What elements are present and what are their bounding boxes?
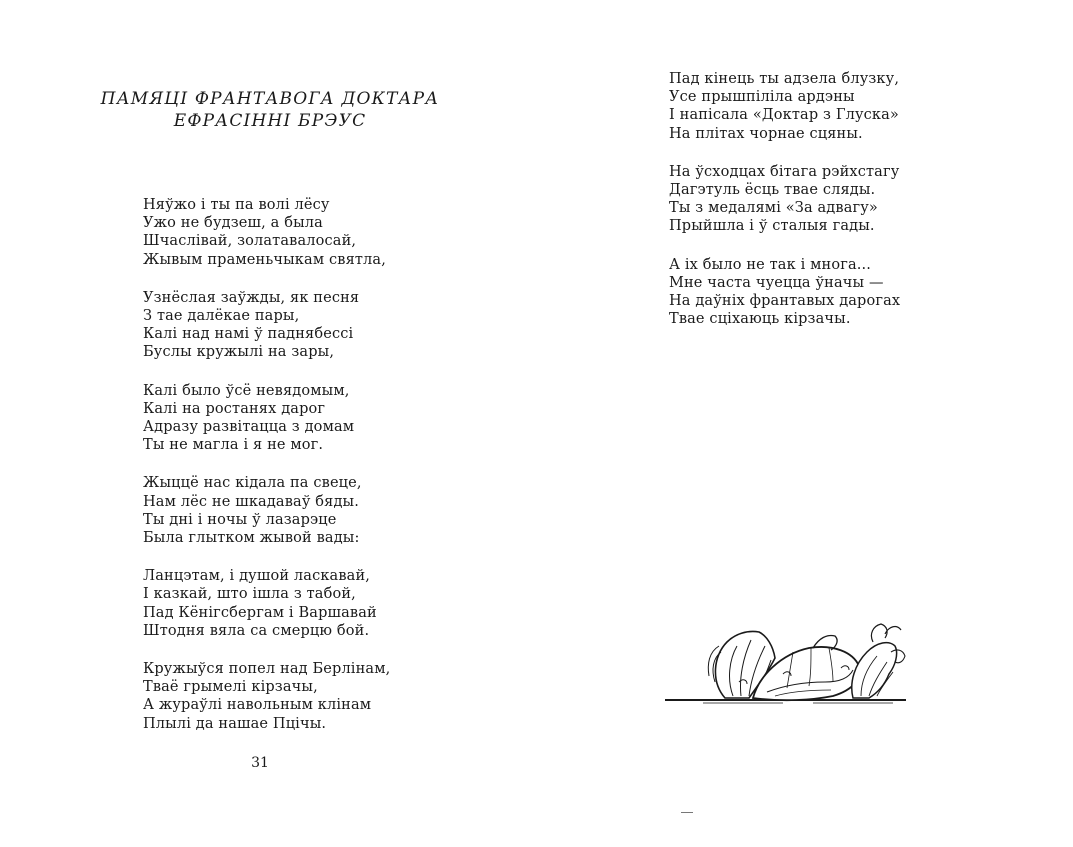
stanza	[143, 660, 390, 733]
poem-title-line-1: ПАМЯЦІ ФРАНТАВОГА ДОКТАРА	[100, 89, 440, 109]
stanza	[143, 474, 390, 547]
poem-line: Няўжо і ты па волі лёсу	[143, 197, 330, 213]
poem-line: Буслы кружылі на зары,	[143, 344, 335, 361]
poem-line: Штодня вяла са смерцю бой.	[143, 622, 370, 639]
poem-line: Нам лёс не шкадаваў бяды.	[143, 493, 359, 510]
poem-line: Дагэтуль ёсць твае сляды.	[669, 182, 876, 199]
poem-line: Была глытком жывой вады:	[143, 530, 360, 547]
stanza	[669, 163, 900, 236]
poem-line: На плітах чорнае сцяны.	[669, 125, 863, 142]
poem-line: Калі над намі ў паднябессі	[143, 326, 354, 343]
poem-line: На даўніх франтавых дарогах	[669, 293, 901, 310]
poem-line: Пад кінець ты адзела блузку,	[669, 71, 900, 87]
poem-line: Прыйшла і ў сталыя гады.	[669, 218, 875, 235]
poem-body-right	[669, 70, 900, 348]
poem-line: А іх было не так і многа...	[669, 256, 872, 273]
poem-line: Кружыўся попел над Берлінам,	[143, 661, 391, 678]
poem-line: Калі было ўсё невядомым,	[143, 382, 350, 399]
seashell-ornament-icon	[663, 612, 908, 714]
poem-line: Ты не магла і я не мог.	[143, 437, 324, 454]
poem-line: Ты дні і ночы ў лазарэце	[143, 511, 337, 528]
poem-line: Усе прышпіліла ардэны	[669, 89, 855, 106]
poem-line: Твае сціхаюць кірзачы.	[669, 311, 851, 328]
poem-line: З тае далёкае пары,	[143, 308, 300, 325]
poem-line: Шчаслівай, золатавалосай,	[143, 233, 357, 250]
poem-line: І напісала «Доктар з Глуска»	[669, 107, 899, 124]
stanza	[669, 256, 900, 329]
poem-line: Жыццё нас кідала па свеце,	[143, 475, 362, 492]
poem-line: Ланцэтам, і душой ласкавай,	[143, 568, 371, 585]
poem-line: Ужо не будзеш, а была	[143, 215, 323, 232]
stanza	[669, 70, 900, 143]
poem-line: Тваё грымелі кірзачы,	[143, 679, 318, 696]
poem-line: На ўсходцах бітага рэйхстагу	[669, 163, 900, 180]
page-number: 31	[251, 755, 269, 771]
stanza	[143, 289, 390, 362]
poem-line: Ты з медалямі «За адвагу»	[669, 200, 878, 217]
poem-line: Жывым праменьчыкам святла,	[143, 251, 386, 268]
poem-line: Адразу развітацца з домам	[143, 419, 355, 436]
poem-body-left	[143, 196, 390, 753]
stanza	[143, 196, 390, 269]
stanza	[143, 382, 390, 455]
poem-line: Мне часта чуецца ўначы —	[669, 274, 884, 291]
poem-line: Плылі да нашае Пцічы.	[143, 715, 327, 732]
poem-title	[100, 88, 440, 132]
poem-line: Пад Кёнігсбергам і Варшавай	[143, 604, 377, 621]
poem-title-line-2: ЕФРАСІННІ БРЭУС	[173, 111, 367, 131]
right-page	[536, 0, 1073, 847]
scan-mark	[681, 812, 693, 813]
poem-line: Узнёслая заўжды, як песня	[143, 289, 360, 306]
poem-line: І казкай, што ішла з табой,	[143, 586, 356, 603]
poem-line: А жураўлі навольным клінам	[143, 697, 372, 714]
poem-line: Калі на ростанях дарог	[143, 400, 326, 417]
stanza	[143, 567, 390, 640]
left-page	[0, 0, 536, 847]
